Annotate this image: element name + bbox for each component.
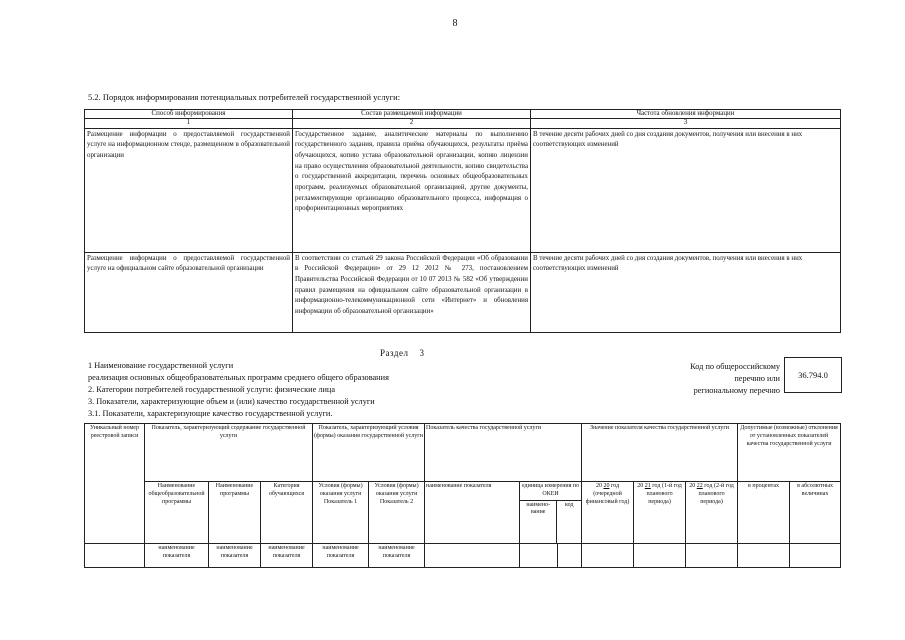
col-content-indicator: Показатель, характеризующий содержание государственной услуги [145,424,313,482]
row-content: Государственное задание, аналитические материалы по выполнению государственного задания, правила приёма обучающихся, результаты приёма обучающихся, копию устава образовательной организации, копию лицензии на право осуществления образовательной деятельности, копию свидетельства о государственной аккредитации, перечень основных общеобразовательных программ, реализуемых образовательной организацией, другие документы, регламентирующие организацию образовательного процесса, информация о профориентационных мероприятиях [293,128,531,252]
empty-cell [686,544,738,568]
page-number: 8 [452,18,458,29]
deviation-percent: в процентах [738,482,790,544]
quality-unit: единица измерения по ОКЕИ [520,482,581,501]
quality-indicators-heading: 3.1. Показатели, характеризующие качество государственной услуги. [88,409,333,418]
info-table [84,109,841,333]
empty-cell [425,544,520,568]
col-number-3: 3 [531,119,841,128]
service-name-value: реализация основных общеобразовательных программ среднего общего образования [88,373,389,382]
row-content: В соответствии со статьей 29 закона Российской Федерации «Об образовании в Российской Федерации» от 29 12 2012 № 273, постановлением Правительства Российской Федерации от 10 07 2013 № 582 «Об утверждении правил размещения на официальном сайте образовательной организации в информационно-телекоммуникационной сети «Интернет» и обновления информации об образовательной организации» [293,252,531,332]
col-allowed-deviation: Допустимые (возможные) отклонения от установленных показателей качества государственной услуги [738,424,841,482]
col-quality-values: Значение показателя качества государственной услуги [582,424,738,482]
year-1: 20 20 год (очередной финансовый год) [582,482,634,544]
col-quality-indicator: Показатель качества государственной услуги [425,424,582,482]
sub-condition-1: Условия (формы) оказания услуги Показатель 1 [313,482,369,544]
year-2: 20 21 год (1-й год планового периода) [634,482,686,544]
empty-cell [85,544,145,568]
quality-indicator-name: наименование показателя [425,482,520,544]
name-indicator-5: наименование показателя [369,544,425,568]
row-method: Размещение информации о предоставляемой государственной услуге на информационном стенде, размещенном в образовательной организации [85,128,293,252]
razdel-number: 3 [419,348,425,358]
col-number-2: 2 [293,119,531,128]
empty-cell [582,544,634,568]
row-frequency: В течение десяти рабочих дней со дня создания документов, получения или внесения в них соответствующих изменений [531,128,841,252]
sub-condition-2: Условия (формы) оказания услуги Показатель 2 [369,482,425,544]
name-indicator-3: наименование показателя [261,544,313,568]
col-conditions-indicator: Показатель, характеризующий условия (формы) оказания государственной услуги [313,424,425,482]
unit-code: код [564,501,574,508]
quality-unit-cell [520,482,582,544]
name-indicator-4: наименование показателя [313,544,369,568]
table-row [85,252,841,332]
empty-cell [634,544,686,568]
deviation-absolute: в абсолютных величинах [790,482,841,544]
header-frequency: Частота обновления информации [531,110,841,119]
empty-cell [738,544,790,568]
row-frequency: В течение десяти рабочих дней со дня создания документов, получения или внесения в них соответствующих изменений [531,252,841,332]
header-method: Способ информирования [85,110,293,119]
razdel-heading [380,348,424,358]
unit-name: наимено-вание [520,501,557,543]
registry-code-value: 36.794.0 [784,357,842,393]
row-method: Размещение информации о предоставляемой государственной услуге на официальном сайте образовательной организации [85,252,293,332]
sub-category: Категория обучающихся [261,482,313,544]
year-3: 20 22 год (2-й год планового периода) [686,482,738,544]
empty-cell [558,544,582,568]
empty-cell [790,544,841,568]
header-content: Состав размещаемой информации [293,110,531,119]
name-indicator-1: наименование показателя [145,544,209,568]
consumer-category: 2. Категории потребителей государственной услуги: физические лица [88,385,336,394]
section-5-2-title: 5.2. Порядок информирования потенциальных потребителей государственной услуги: [88,92,401,102]
service-name-label: 1 Наименование государственной услуги [88,361,234,370]
col-unique-number: Уникальный номер реестровой записи [85,424,145,544]
name-indicator-2: наименование показателя [209,544,261,568]
sub-programs: Наименование программы [209,482,261,544]
col-number-1: 1 [85,119,293,128]
table-row [85,128,841,252]
razdel-label: Раздел [380,348,409,358]
indicators-heading: 3. Показатели, характеризующие объем и (или) качество государственной услуги [88,397,375,406]
sub-program-name: Наименование общеобразовательной программы [145,482,209,544]
quality-table [84,423,841,568]
empty-cell [520,544,558,568]
registry-code-label: Код по общероссийскому перечню или региональному перечню [690,362,780,396]
